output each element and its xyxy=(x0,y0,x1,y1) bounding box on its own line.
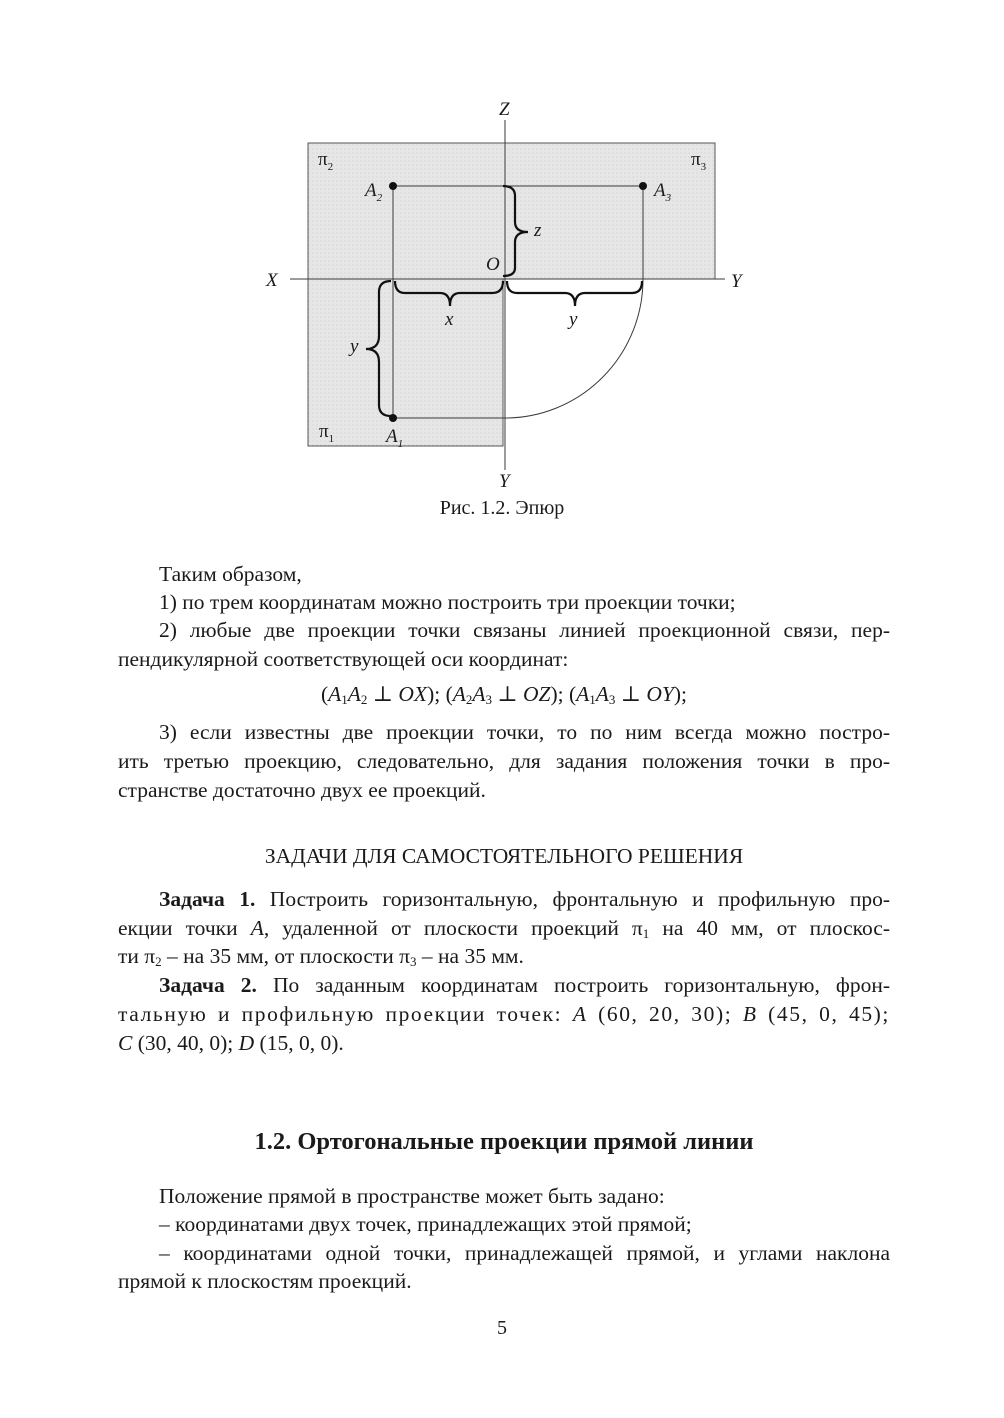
chapter-heading: 1.2. Ортогональные проекции прямой линии xyxy=(254,1128,754,1155)
brace-z-label: z xyxy=(534,220,542,241)
line-position-item-1: – координатами двух точек, принадлежащих этой прямой; xyxy=(159,1212,692,1236)
list-item-2-line-2: пендикулярной соответствующей оси координат: xyxy=(118,647,569,671)
axis-y-right-label: Y xyxy=(731,271,742,292)
paragraph-intro: Таким образом, xyxy=(159,562,302,586)
point-a2-label: $A_2$ xyxy=(365,180,383,204)
list-item-1: 1) по трем координатам можно построить три проекции точки; xyxy=(159,590,736,614)
figure-caption: Рис. 1.2. Эпюр xyxy=(439,497,565,519)
task-2-line-1: Задача 2. По заданным координатам построить горизонтальную, фрон- xyxy=(159,973,890,997)
task-2-line-3: C (30, 40, 0); D (15, 0, 0). xyxy=(118,1031,344,1055)
list-item-3-line-3: странстве достаточно двух ее проекций. xyxy=(118,778,486,802)
list-item-3-line-2: ить третью проекцию, следовательно, для задания положения точки в про- xyxy=(118,749,890,773)
task-2-line-2: тальную и профильную проекции точек: A (60, 20, 30); B (45, 0, 45); xyxy=(118,1002,891,1026)
plane-pi3-label: $\pi_3$ xyxy=(691,149,707,173)
task-1-line-3: ти $\pi_2$ – на 35 мм, от плоскости $\pi_3$ – на 35 мм. xyxy=(118,944,524,969)
point-a3-label: $A_3$ xyxy=(654,180,672,204)
plane-pi2-label: $\pi_2$ xyxy=(318,149,334,173)
axis-z-label: Z xyxy=(499,99,510,120)
brace-y-left-label: y xyxy=(350,336,359,357)
plane-pi1-label: $\pi_1$ xyxy=(319,421,335,445)
page-number: 5 xyxy=(497,1317,507,1339)
epure-figure xyxy=(0,0,1004,530)
plane-pi1-area xyxy=(308,279,503,446)
axis-y-bottom-label: Y xyxy=(499,471,510,492)
brace-x-label: x xyxy=(445,309,454,330)
point-a1-label: $A_1$ xyxy=(386,426,404,450)
list-item-2-line-1: 2) любые две проекции точки связаны линией проекционной связи, пер- xyxy=(159,618,890,642)
point-a2-dot xyxy=(389,182,397,190)
formula-perpendicular: ($A_1A_2$ ⊥ OX); ($A_2A_3$ ⊥ OZ); ($A_1A_3$ ⊥ OY); xyxy=(320,682,688,707)
plane-pi2-pi3-area xyxy=(308,143,715,279)
list-item-3-line-1: 3) если известны две проекции точки, то по ним всегда можно постро- xyxy=(159,720,890,744)
line-position-intro: Положение прямой в пространстве может быть задано: xyxy=(159,1184,665,1208)
task-1-line-1: Задача 1. Построить горизонтальную, фронтальную и профильную про- xyxy=(159,887,890,911)
axis-x-label: X xyxy=(266,270,278,291)
line-position-item-2-line-2: прямой к плоскостям проекций. xyxy=(118,1269,412,1293)
brace-y-right-label: y xyxy=(569,309,578,330)
section-heading-tasks: ЗАДАЧИ ДЛЯ САМОСТОЯТЕЛЬНОГО РЕШЕНИЯ xyxy=(264,844,744,868)
point-a3-dot xyxy=(639,182,647,190)
task-1-line-2: екции точки A, удаленной от плоскости проекций $\pi_1$ на 40 мм, от плоскос- xyxy=(118,916,890,941)
brace-y-right xyxy=(507,281,642,306)
origin-label: O xyxy=(486,254,500,275)
line-position-item-2-line-1: – координатами одной точки, принадлежащей прямой, и углами наклона xyxy=(159,1241,890,1265)
